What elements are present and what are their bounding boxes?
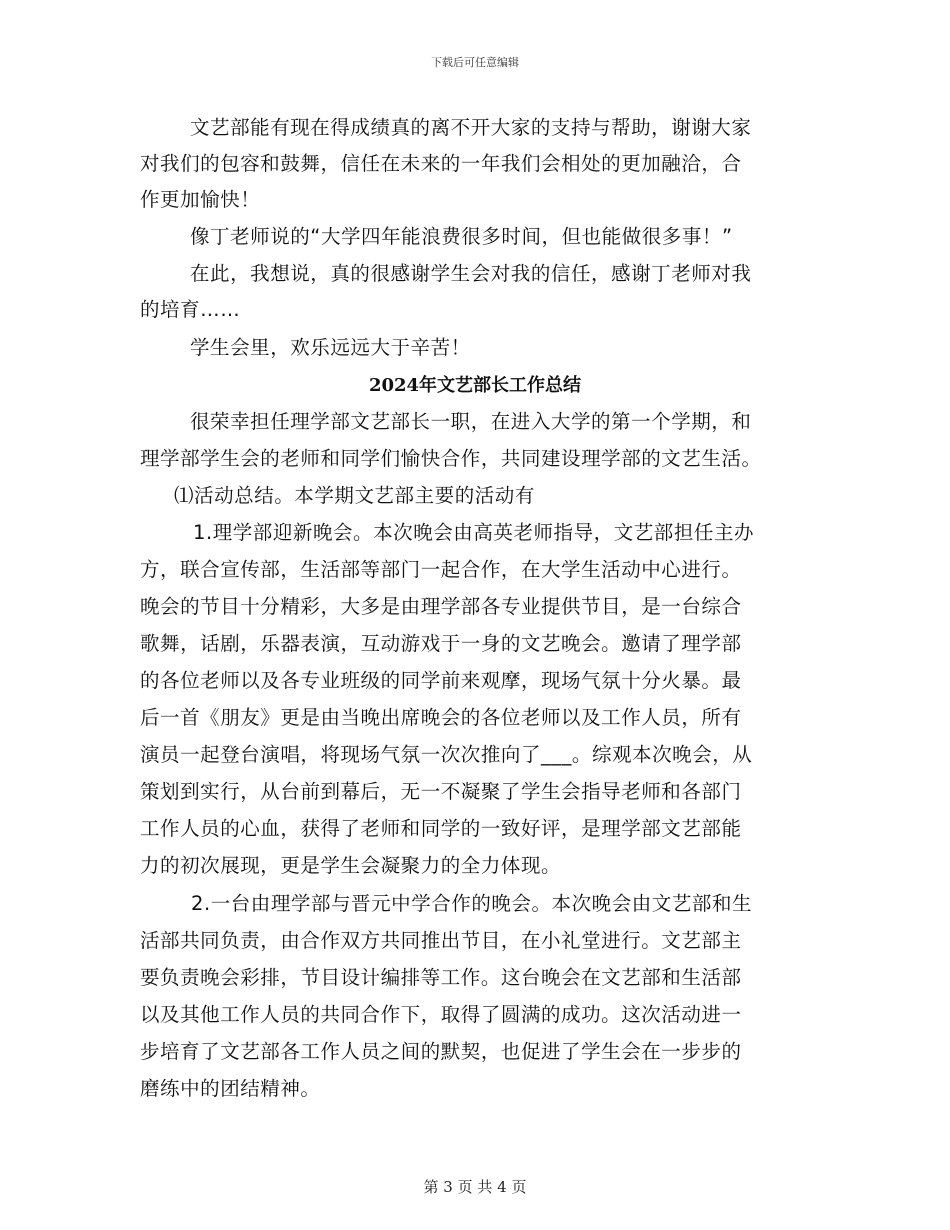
body-line: ⑴活动总结。本学期文艺部主要的活动有 <box>174 484 535 507</box>
body-line: 文艺部能有现在得成绩真的离不开大家的支持与帮助，谢谢大家 <box>190 116 752 139</box>
body-line: 演员一起登台演唱，将现场气氛一次次推向了___。综观本次晚会，从 <box>140 743 753 766</box>
body-line: 步培育了文艺部各工作人员之间的默契，也促进了学生会在一步步的 <box>140 1040 742 1063</box>
body-line: 力的初次展现，更是学生会凝聚力的全力体现。 <box>140 854 562 877</box>
body-line: 后一首《朋友》更是由当晚出席晚会的各位老师以及工作人员，所有 <box>140 706 742 729</box>
body-line: 方，联合宣传部，生活部等部门一起合作，在大学生活动中心进行。 <box>140 558 742 581</box>
body-line: 歌舞，话剧，乐器表演，互动游戏于一身的文艺晚会。邀请了理学部 <box>140 632 742 655</box>
body-line: 对我们的包容和鼓舞，信任在未来的一年我们会相处的更加融洽，合 <box>140 152 742 175</box>
body-line: 以及其他工作人员的共同合作下，取得了圆满的成功。这次活动进一 <box>140 1003 742 1026</box>
body-line: 晚会的节目十分精彩，大多是由理学部各专业提供节目，是一台综合 <box>140 595 742 618</box>
body-line: 的各位老师以及各专业班级的同学前来观摩，现场气氛十分火暴。最 <box>140 669 742 692</box>
section-title: 2024年文艺部长工作总结 <box>368 375 582 396</box>
body-line: 1.理学部迎新晚会。本次晚会由高英老师指导，文艺部担任主办 <box>193 521 755 544</box>
body-line: 策划到实行，从台前到幕后，无一不凝聚了学生会指导老师和各部门 <box>140 780 742 803</box>
body-line: 作更加愉快！ <box>140 188 261 211</box>
body-line: 磨练中的团结精神。 <box>140 1077 321 1100</box>
body-line: 在此，我想说，真的很感谢学生会对我的信任，感谢丁老师对我 <box>190 262 752 285</box>
body-line: 像丁老师说的“大学四年能浪费很多时间，但也能做很多事！” <box>190 225 733 248</box>
body-line: 工作人员的心血，获得了老师和同学的一致好评，是理学部文艺部能 <box>140 817 742 840</box>
body-line: 活部共同负责，由合作双方共同推出节目，在小礼堂进行。文艺部主 <box>140 929 742 952</box>
body-line: 2.一台由理学部与晋元中学合作的晚会。本次晚会由文艺部和生 <box>191 892 753 915</box>
body-line: 的培育…… <box>140 298 241 321</box>
body-line: 学生会里，欢乐远远大于辛苦！ <box>190 336 471 359</box>
body-line: 很荣幸担任理学部文艺部长一职，在进入大学的第一个学期，和 <box>190 410 752 433</box>
body-line: 理学部学生会的老师和同学们愉快合作，共同建设理学部的文艺生活。 <box>140 447 762 470</box>
page-header: 下载后可任意编辑 <box>431 56 519 69</box>
page-footer: 第 3 页 共 4 页 <box>423 1178 527 1196</box>
body-line: 要负责晚会彩排，节目设计编排等工作。这台晚会在文艺部和生活部 <box>140 966 742 989</box>
